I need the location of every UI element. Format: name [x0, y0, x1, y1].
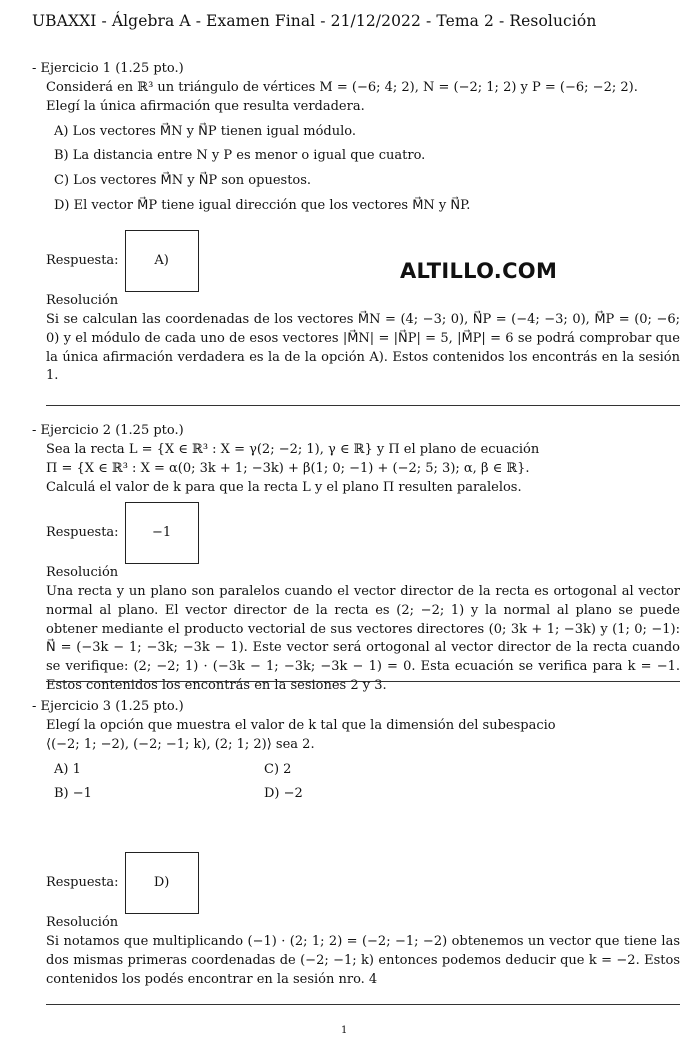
exercise-1-instruction: Elegí la única afirmación que resulta verdadera.	[46, 98, 365, 114]
exercise-3-options	[54, 761, 680, 805]
option-d: D) −2	[264, 786, 303, 802]
exercise-2-statement-1: Sea la recta L = {X ∈ ℝ³ : X = γ(2; −2; 1), γ ∈ ℝ} y Π el plano de ecuación	[46, 441, 540, 457]
exercise-3-heading: - Ejercicio 3 (1.25 pto.)	[32, 699, 184, 714]
resolution-text: Si notamos que multiplicando (−1) · (2; 1; 2) = (−2; −1; −2) obtenemos un vector que tiene las dos mismas primeras coordenadas de (−2; −1; k) entonces podemos deducir que k = −2. Estos contenidos los podés encontrar en la sesión nro. 4	[46, 933, 680, 987]
page-number: 1	[341, 1025, 348, 1036]
answer-label: Respuesta:	[46, 252, 119, 268]
exercise-2-heading: - Ejercicio 2 (1.25 pto.)	[32, 423, 184, 438]
resolution-text: Una recta y un plano son paralelos cuando el vector director de la recta es ortogonal al vector normal al plano. El vector director de la recta es (2; −2; 1) y la normal al plano se puede obtener mediante el producto vectorial de sus vectores directores (0; 3k + 1; −3k) y (1; 0; −1): N⃗ = (−3k − 1; −3k; −3k − 1). Este vector será ortogonal al vector director de la recta cuando se verifique: (2; −2; 1) · (−3k − 1; −3k; −3k − 1) = 0. Esta ecuación se verifica para k = −1. Estos contenidos los encontrás en la sesiones 2 y 3.	[46, 583, 680, 694]
resolution-text: Si se calculan las coordenadas de los vectores M⃗N = (4; −3; 0), N⃗P = (−4; −3; 0), M⃗P = (0; −6; 0) y el módulo de cada uno de esos vectores |M⃗N| = |N⃗P| = 5, |M⃗P| = 6 se podrá comprobar que la única afirmación verdadera es la de la opción A). Estos contenidos los encontrás en la sesión 1.	[46, 311, 680, 384]
exercise-1-heading: - Ejercicio 1 (1.25 pto.)	[32, 61, 184, 76]
answer-row	[32, 852, 680, 914]
exercise-3-statement-1: Elegí la opción que muestra el valor de k tal que la dimensión del subespacio	[46, 717, 556, 733]
option-c: C) 2	[264, 761, 292, 777]
exercise-3-statement-2: ⟨(−2; 1; −2), (−2; −1; k), (2; 1; 2)⟩ sea 2.	[46, 736, 315, 752]
answer-label: Respuesta:	[46, 524, 119, 540]
page-title: UBAXXI - Álgebra A - Examen Final - 21/12/2022 - Tema 2 - Resolución	[32, 12, 597, 30]
option-a: A) Los vectores M⃗N y N⃗P tienen igual módulo.	[54, 123, 357, 139]
exercise-2-answer	[32, 502, 680, 696]
option-c: C) Los vectores M⃗N y N⃗P son opuestos.	[54, 173, 312, 189]
exercise-1-answer	[32, 230, 680, 386]
option-d: D) El vector M⃗P tiene igual dirección que los vectores M⃗N y N⃗P.	[54, 198, 471, 214]
answer-row	[32, 502, 680, 564]
exercise-3-answer	[32, 852, 680, 989]
resolution-title: Resolución	[46, 293, 119, 308]
option-b: B) La distancia entre N y P es menor o igual que cuatro.	[54, 148, 426, 164]
resolution-title: Resolución	[46, 565, 119, 580]
option-b: B) −1	[54, 786, 92, 802]
exercise-3	[32, 698, 680, 804]
exercise-2	[32, 422, 680, 497]
exercise-2-instruction: Calculá el valor de k para que la recta L y el plano Π resulten paralelos.	[46, 479, 522, 495]
exercise-1-options	[54, 123, 680, 216]
divider	[46, 405, 680, 406]
divider	[46, 681, 680, 682]
answer-row	[32, 230, 680, 292]
watermark-logo: ALTILLO.COM	[400, 259, 558, 283]
divider	[46, 1004, 680, 1005]
option-a: A) 1	[54, 761, 81, 777]
exercise-1	[32, 60, 680, 222]
resolution-title: Resolución	[46, 915, 119, 930]
answer-box: A)	[125, 230, 199, 292]
answer-box: D)	[125, 852, 199, 914]
answer-box: −1	[125, 502, 199, 564]
answer-label: Respuesta:	[46, 874, 119, 890]
exercise-2-statement-2: Π = {X ∈ ℝ³ : X = α(0; 3k + 1; −3k) + β(1; 0; −1) + (−2; 5; 3); α, β ∈ ℝ}.	[46, 460, 530, 476]
exercise-1-statement: Considerá en ℝ³ un triángulo de vértices M = (−6; 4; 2), N = (−2; 1; 2) y P = (−6; −2; 2).	[46, 79, 638, 95]
